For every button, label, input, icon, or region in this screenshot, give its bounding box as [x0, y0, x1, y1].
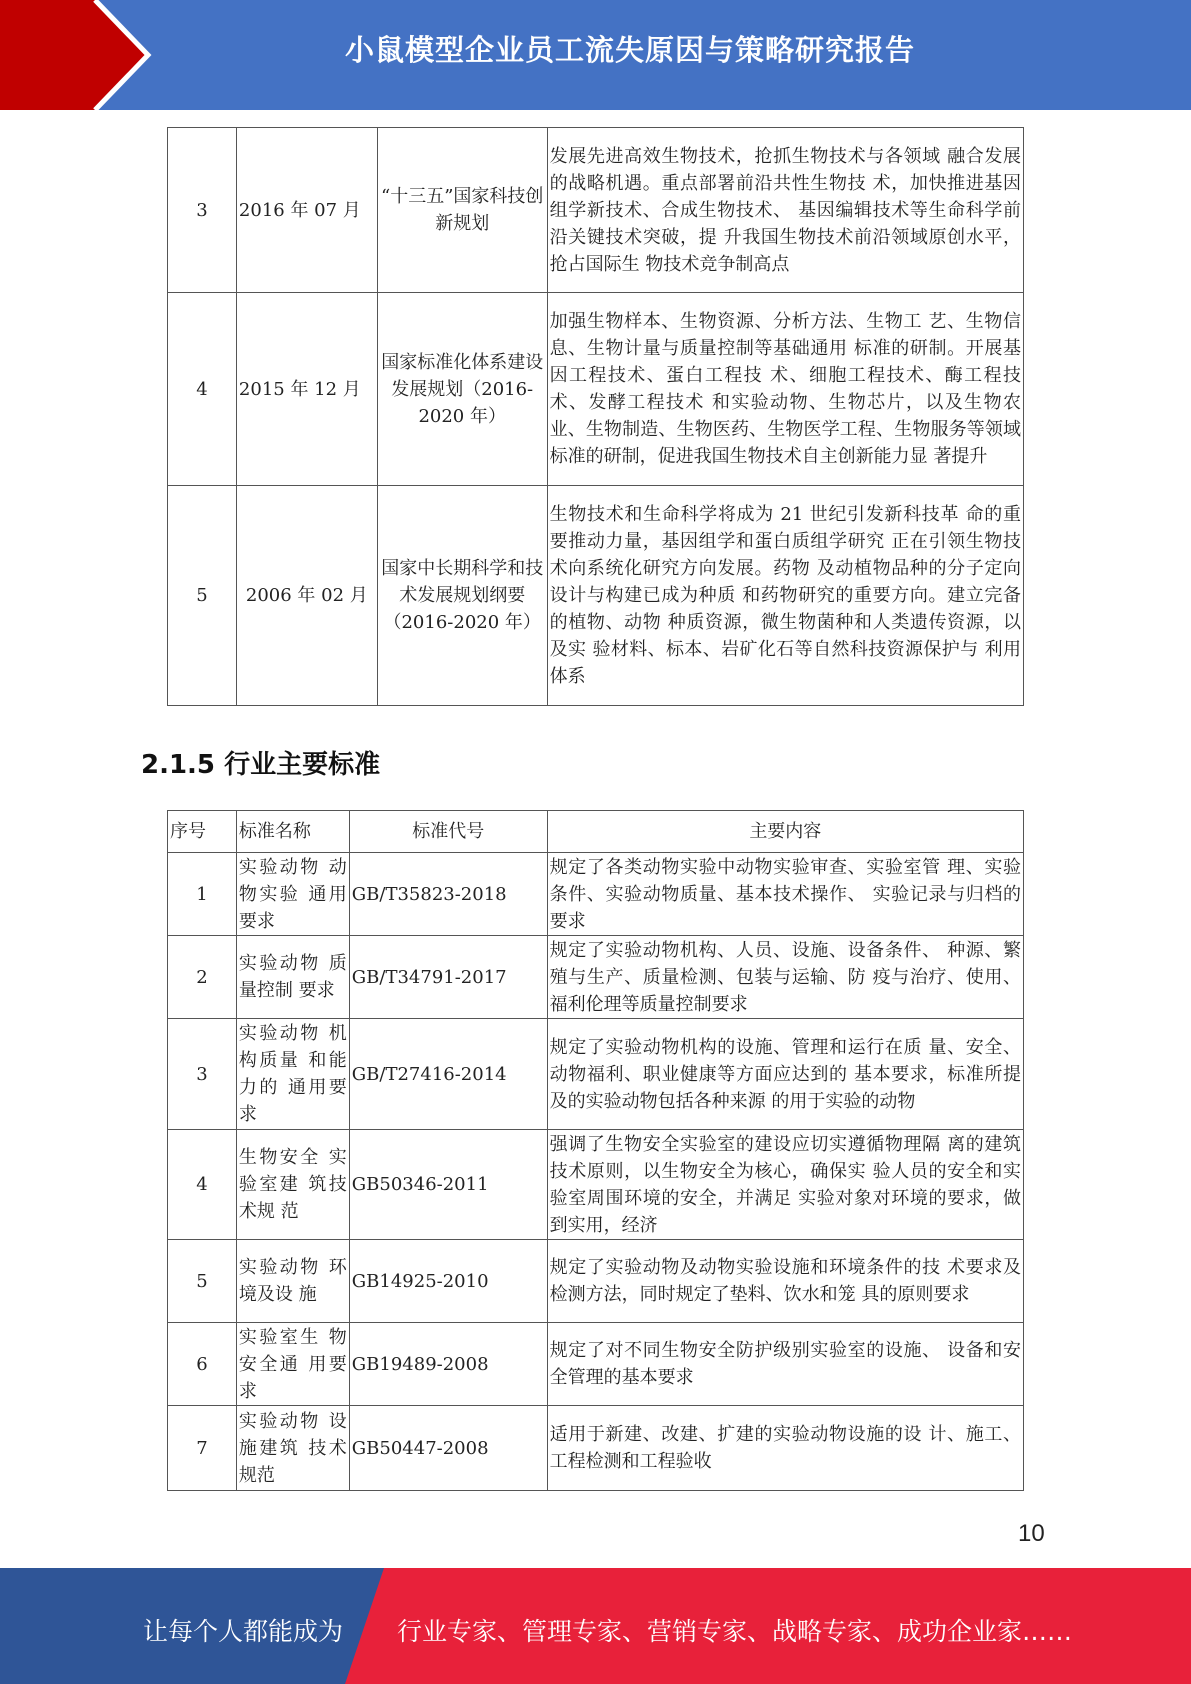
standard-code: GB19489-2008 — [349, 1323, 547, 1406]
standards-table — [167, 810, 1024, 1491]
standard-name: 实验动物 环境及设 施 — [236, 1240, 349, 1323]
table-row — [168, 128, 1024, 293]
header-name: 标准名称 — [236, 811, 349, 853]
policy-name: 国家中长期科学和技术发展规划纲要 （2016-2020 年） — [377, 486, 547, 706]
standard-name: 实验动物 机构质量 和能力的 通用要求 — [236, 1019, 349, 1130]
policy-content: 生物技术和生命科学将成为 21 世纪引发新科技革 命的重要推动力量，基因组学和蛋白质组学研究 正在引领生物技术向系统化研究方向发展。药物 及动植物品种的分子定向设计与构建已成为种质 和药物研究的重要方向。建立完备的植物、动物 种质资源，微生物菌种和人类遗传资源，以及实 验材料、标本、岩矿化石等自然科技资源保护与 利用体系 — [547, 486, 1023, 706]
standard-name: 实验室生 物安全通 用要求 — [236, 1323, 349, 1406]
table-row — [168, 1323, 1024, 1406]
page-number: 10 — [1018, 1520, 1045, 1547]
standard-code: GB50447-2008 — [349, 1406, 547, 1491]
standard-code: GB50346-2011 — [349, 1130, 547, 1240]
standard-content: 适用于新建、改建、扩建的实验动物设施的设 计、施工、工程检测和工程验收 — [547, 1406, 1023, 1491]
footer-tagline: 行业专家、管理专家、营销专家、战略专家、成功企业家…… — [397, 1617, 1073, 1646]
row-number: 1 — [168, 853, 237, 936]
report-title: 小鼠模型企业员工流失原因与策略研究报告 — [344, 33, 915, 67]
header-no: 序号 — [168, 811, 237, 853]
row-number: 2 — [168, 936, 237, 1019]
standard-content: 规定了实验动物机构的设施、管理和运行在质 量、安全、动物福利、职业健康等方面应达到的 基本要求，标准所提及的实验动物包括各种来源 的用于实验的动物 — [547, 1019, 1023, 1130]
standard-name: 实验动物 质量控制 要求 — [236, 936, 349, 1019]
page-footer — [0, 1568, 1191, 1684]
release-date: 2006 年 02 月 — [236, 486, 377, 706]
row-number: 7 — [168, 1406, 237, 1491]
standard-content: 规定了对不同生物安全防护级别实验室的设施、 设备和安全管理的基本要求 — [547, 1323, 1023, 1406]
table-row — [168, 1406, 1024, 1491]
row-number: 6 — [168, 1323, 237, 1406]
row-number: 3 — [168, 128, 237, 293]
row-number: 5 — [168, 486, 237, 706]
footer-slogan: 让每个人都能成为 — [143, 1617, 344, 1646]
standard-content: 规定了各类动物实验中动物实验审查、实验室管 理、实验条件、实验动物质量、基本技术操作、 实验记录与归档的要求 — [547, 853, 1023, 936]
standard-content: 规定了实验动物及动物实验设施和环境条件的技 术要求及检测方法，同时规定了垫料、饮水和笼 具的原则要求 — [547, 1240, 1023, 1323]
standard-content: 强调了生物安全实验室的建设应切实遵循物理隔 离的建筑技术原则，以生物安全为核心，确保实 验人员的安全和实验室周围环境的安全，并满足 实验对象对环境的要求，做到实用，经济 — [547, 1130, 1023, 1240]
table-row — [168, 1019, 1024, 1130]
table-header-row — [168, 811, 1024, 853]
header-content: 主要内容 — [547, 811, 1023, 853]
policy-content: 发展先进高效生物技术，抢抓生物技术与各领域 融合发展的战略机遇。重点部署前沿共性生物技 术，加快推进基因组学新技术、合成生物技术、 基因编辑技术等生命科学前沿关键技术突破，提 升我国生物技术前沿领域原创水平，抢占国际生 物技术竞争制高点 — [547, 128, 1023, 293]
row-number: 5 — [168, 1240, 237, 1323]
policy-name: “十三五”国家科技创新规划 — [377, 128, 547, 293]
policy-name: 国家标准化体系建设发展规划（2016-2020 年） — [377, 293, 547, 486]
page-header — [0, 0, 1191, 110]
standard-content: 规定了实验动物机构、人员、设施、设备条件、 种源、繁殖与生产、质量检测、包装与运输、防 疫与治疗、使用、福利伦理等质量控制要求 — [547, 936, 1023, 1019]
table-row — [168, 486, 1024, 706]
section-heading: 2.1.5 行业主要标准 — [141, 750, 381, 780]
standard-name: 生物安全 实验室建 筑技术规 范 — [236, 1130, 349, 1240]
table-row — [168, 1130, 1024, 1240]
header-code: 标准代号 — [349, 811, 547, 853]
standard-name: 实验动物 动物实验 通用要求 — [236, 853, 349, 936]
standard-code: GB14925-2010 — [349, 1240, 547, 1323]
standard-name: 实验动物 设施建筑 技术规范 — [236, 1406, 349, 1491]
row-number: 3 — [168, 1019, 237, 1130]
table-row — [168, 853, 1024, 936]
release-date: 2015 年 12 月 — [236, 293, 377, 486]
standard-code: GB/T35823-2018 — [349, 853, 547, 936]
row-number: 4 — [168, 1130, 237, 1240]
release-date: 2016 年 07 月 — [236, 128, 377, 293]
policy-content: 加强生物样本、生物资源、分析方法、生物工 艺、生物信息、生物计量与质量控制等基础通用 标准的研制。开展基因工程技术、蛋白工程技 术、细胞工程技术、酶工程技术、发酵工程技术 和实验动物、生物芯片，以及生物农业、生物制造、生物医药、生物医学工程、生物服务等领域 标准的研制，促进我国生物技术自主创新能力显 著提升 — [547, 293, 1023, 486]
row-number: 4 — [168, 293, 237, 486]
policy-table — [167, 127, 1024, 706]
standard-code: GB/T27416-2014 — [349, 1019, 547, 1130]
standard-code: GB/T34791-2017 — [349, 936, 547, 1019]
table-row — [168, 1240, 1024, 1323]
table-row — [168, 293, 1024, 486]
table-row — [168, 936, 1024, 1019]
